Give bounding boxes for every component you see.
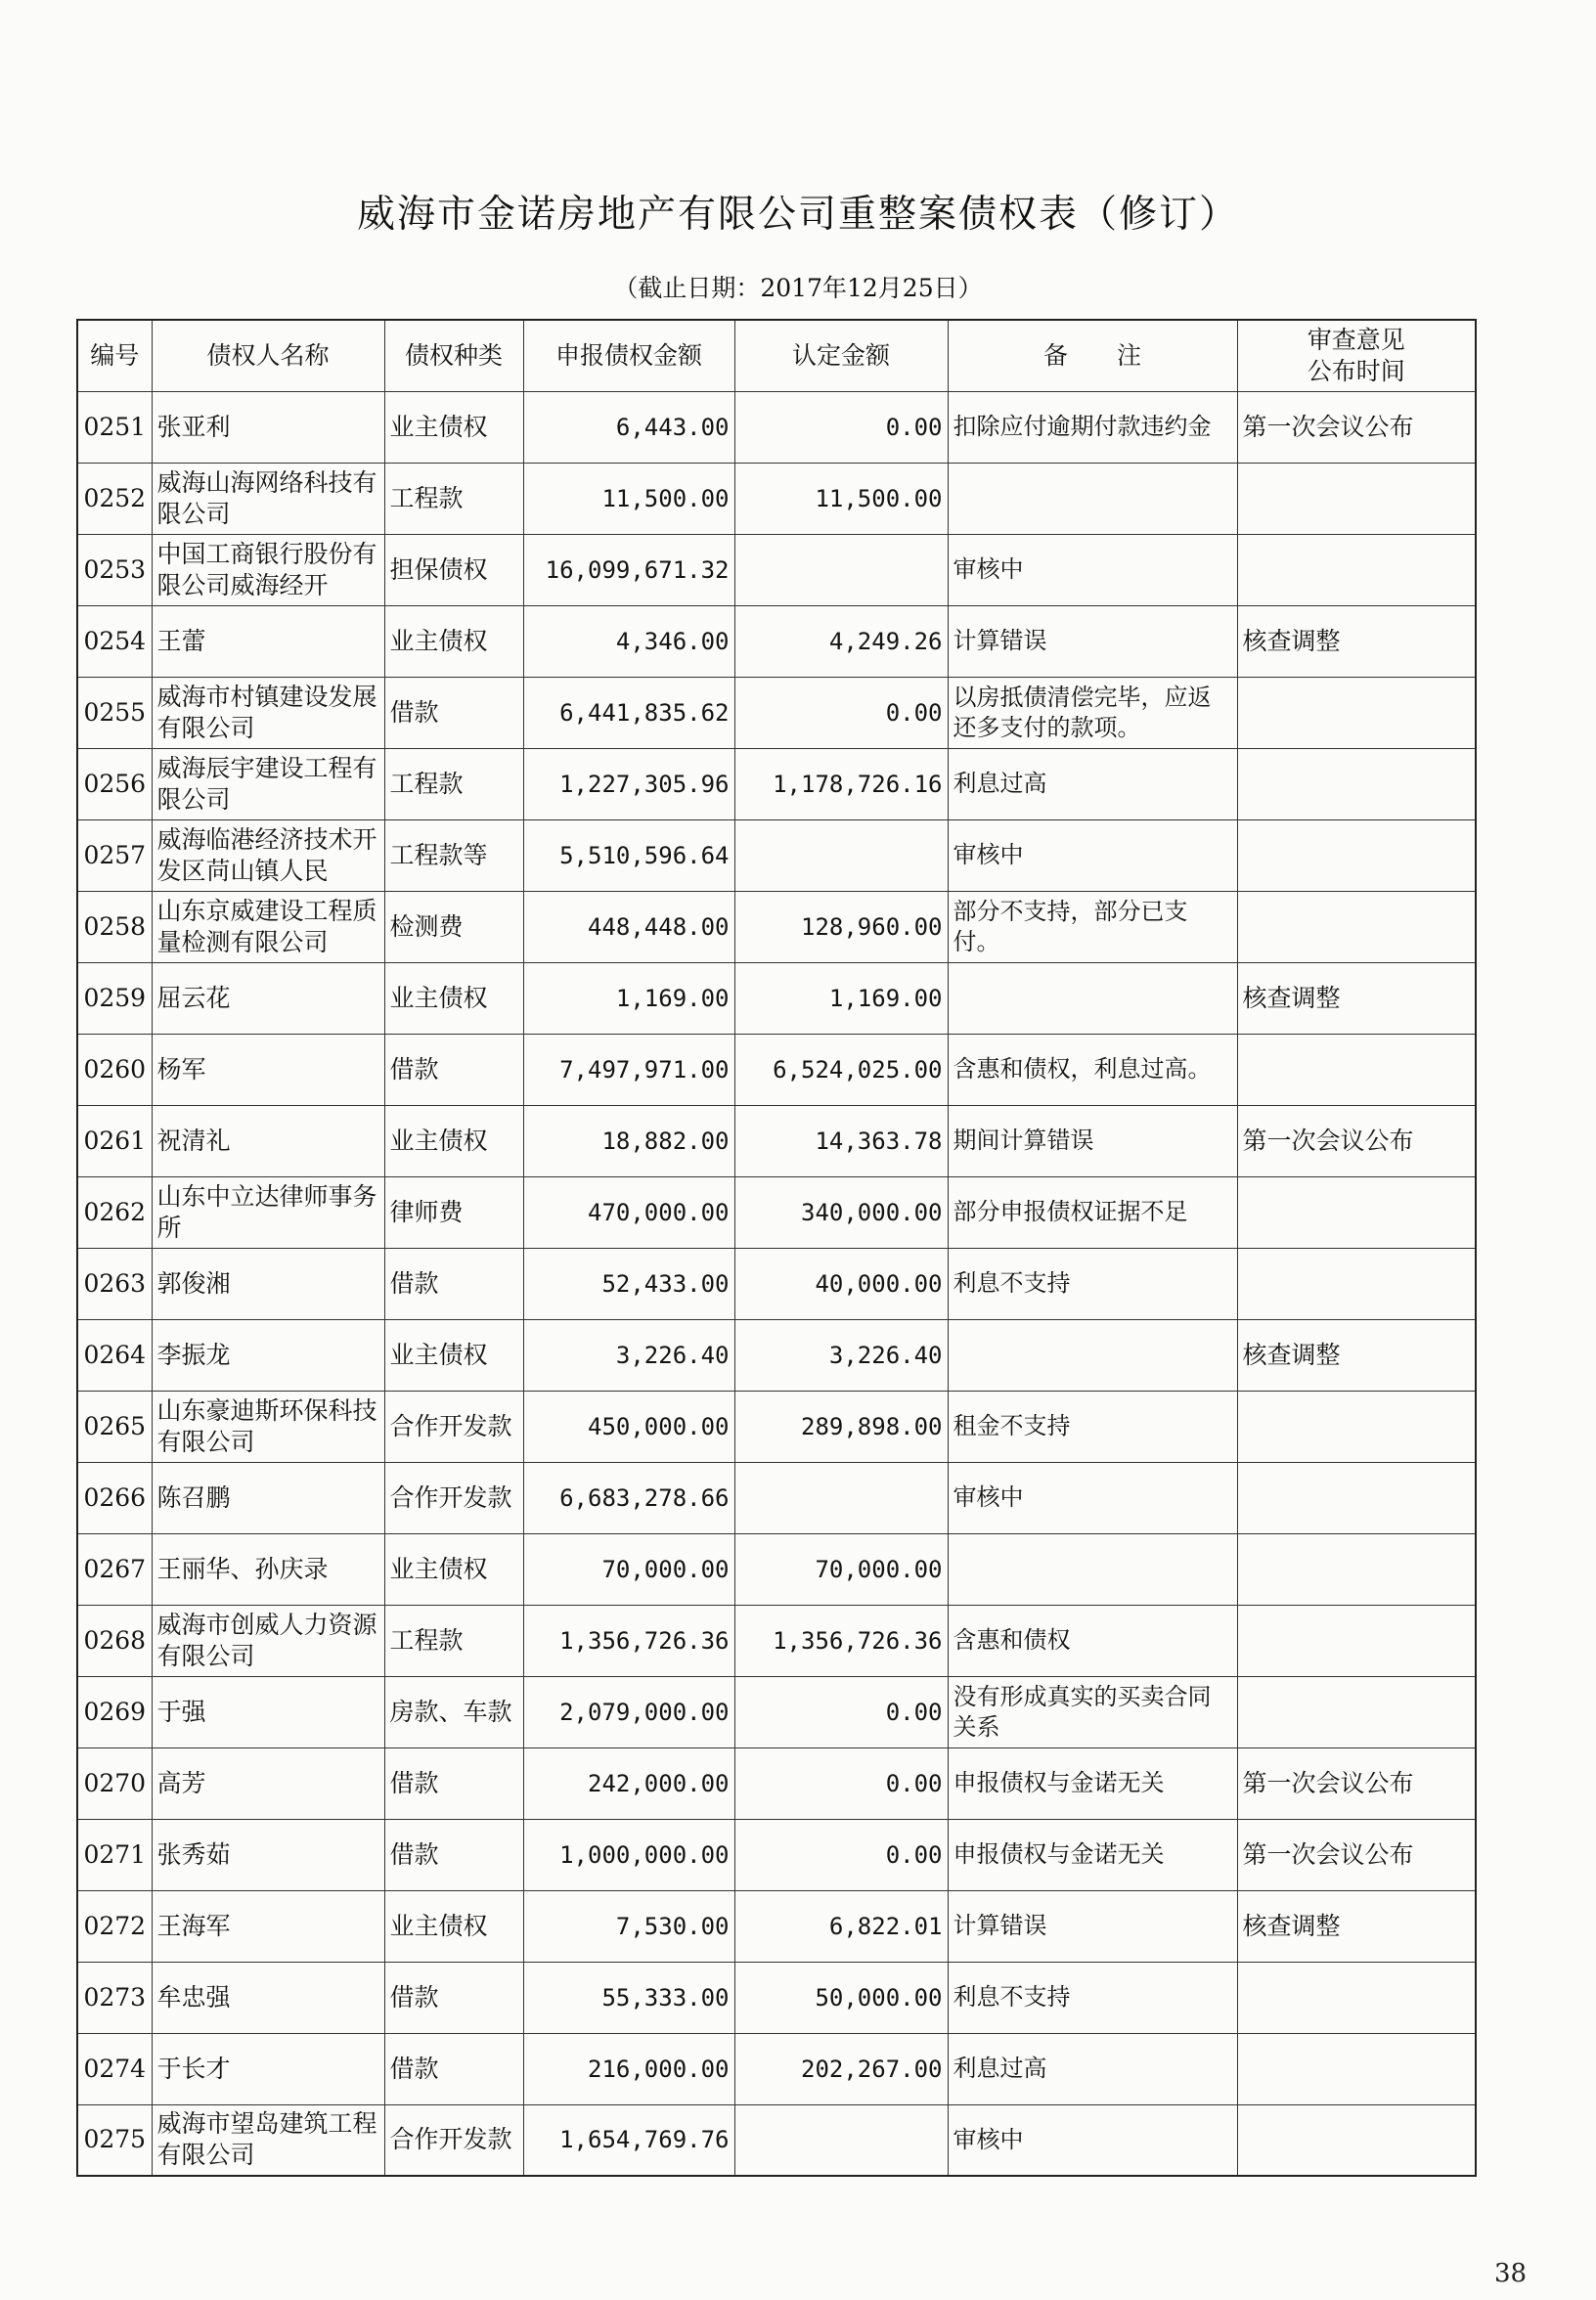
cell-id: 0253 <box>77 534 152 605</box>
table-row <box>77 463 1476 534</box>
cell-claim-type: 房款、车款 <box>384 1676 523 1747</box>
cell-creditor-name: 中国工商银行股份有限公司威海经开 <box>152 534 384 605</box>
cell-id: 0274 <box>77 2033 152 2104</box>
cell-approved-amount <box>734 2104 948 2176</box>
table-row <box>77 962 1476 1034</box>
cell-review-opinion <box>1237 2033 1476 2104</box>
column-header-approved: 认定金额 <box>734 320 948 391</box>
cell-approved-amount: 1,169.00 <box>734 962 948 1034</box>
cell-note: 计算错误 <box>948 1890 1237 1962</box>
cell-review-opinion <box>1237 1962 1476 2033</box>
cell-approved-amount: 0.00 <box>734 1747 948 1819</box>
cell-declared-amount: 70,000.00 <box>523 1533 734 1605</box>
cell-claim-type: 业主债权 <box>384 605 523 677</box>
cell-creditor-name: 山东京威建设工程质量检测有限公司 <box>152 891 384 962</box>
cell-review-opinion <box>1237 1533 1476 1605</box>
table-row <box>77 391 1476 463</box>
cell-approved-amount: 50,000.00 <box>734 1962 948 2033</box>
cell-claim-type: 业主债权 <box>384 1533 523 1605</box>
cell-creditor-name: 牟忠强 <box>152 1962 384 2033</box>
cell-approved-amount <box>734 534 948 605</box>
table-row <box>77 1319 1476 1391</box>
table-row <box>77 1034 1476 1105</box>
cell-creditor-name: 山东中立达律师事务所 <box>152 1176 384 1248</box>
cell-creditor-name: 高芳 <box>152 1747 384 1819</box>
cell-id: 0269 <box>77 1676 152 1747</box>
cell-approved-amount: 289,898.00 <box>734 1391 948 1462</box>
table-row <box>77 1819 1476 1890</box>
table-row <box>77 1890 1476 1962</box>
cell-claim-type: 工程款 <box>384 1605 523 1676</box>
cell-note: 利息不支持 <box>948 1962 1237 2033</box>
cell-review-opinion <box>1237 1034 1476 1105</box>
cell-note: 扣除应付逾期付款违约金 <box>948 391 1237 463</box>
cell-id: 0260 <box>77 1034 152 1105</box>
cell-claim-type: 业主债权 <box>384 962 523 1034</box>
cell-claim-type: 合作开发款 <box>384 2104 523 2176</box>
cell-note: 部分申报债权证据不足 <box>948 1176 1237 1248</box>
column-header-name: 债权人名称 <box>152 320 384 391</box>
table-row <box>77 1391 1476 1462</box>
cell-review-opinion <box>1237 2104 1476 2176</box>
table-row <box>77 1248 1476 1319</box>
cell-review-opinion <box>1237 1462 1476 1533</box>
cell-note: 审核中 <box>948 2104 1237 2176</box>
cell-id: 0261 <box>77 1105 152 1176</box>
cell-declared-amount: 6,443.00 <box>523 391 734 463</box>
cell-note <box>948 463 1237 534</box>
cell-review-opinion <box>1237 1605 1476 1676</box>
cell-approved-amount: 14,363.78 <box>734 1105 948 1176</box>
cell-claim-type: 工程款 <box>384 748 523 819</box>
cell-claim-type: 业主债权 <box>384 391 523 463</box>
cell-approved-amount: 70,000.00 <box>734 1533 948 1605</box>
cell-review-opinion: 核查调整 <box>1237 962 1476 1034</box>
cell-declared-amount: 7,530.00 <box>523 1890 734 1962</box>
cell-note: 申报债权与金诺无关 <box>948 1747 1237 1819</box>
cell-id: 0273 <box>77 1962 152 2033</box>
cell-note: 部分不支持，部分已支付。 <box>948 891 1237 962</box>
table-row <box>77 748 1476 819</box>
cell-note: 审核中 <box>948 1462 1237 1533</box>
cell-id: 0257 <box>77 819 152 891</box>
cell-declared-amount: 1,654,769.76 <box>523 2104 734 2176</box>
cell-review-opinion: 第一次会议公布 <box>1237 391 1476 463</box>
cell-id: 0266 <box>77 1462 152 1533</box>
cell-id: 0252 <box>77 463 152 534</box>
cell-id: 0270 <box>77 1747 152 1819</box>
cell-review-opinion: 第一次会议公布 <box>1237 1747 1476 1819</box>
cell-note <box>948 962 1237 1034</box>
table-row <box>77 891 1476 962</box>
cell-declared-amount: 450,000.00 <box>523 1391 734 1462</box>
cell-id: 0272 <box>77 1890 152 1962</box>
table-row <box>77 1747 1476 1819</box>
cell-note: 利息过高 <box>948 2033 1237 2104</box>
cell-id: 0258 <box>77 891 152 962</box>
column-header-declared: 申报债权金额 <box>523 320 734 391</box>
cell-approved-amount: 1,356,726.36 <box>734 1605 948 1676</box>
cell-note <box>948 1533 1237 1605</box>
cell-claim-type: 业主债权 <box>384 1105 523 1176</box>
cell-id: 0267 <box>77 1533 152 1605</box>
cell-creditor-name: 屈云花 <box>152 962 384 1034</box>
cell-claim-type: 合作开发款 <box>384 1391 523 1462</box>
cell-approved-amount: 202,267.00 <box>734 2033 948 2104</box>
cell-declared-amount: 1,000,000.00 <box>523 1819 734 1890</box>
cell-note: 审核中 <box>948 534 1237 605</box>
cell-approved-amount <box>734 819 948 891</box>
cell-id: 0265 <box>77 1391 152 1462</box>
cell-note: 没有形成真实的买卖合同关系 <box>948 1676 1237 1747</box>
cell-approved-amount: 11,500.00 <box>734 463 948 534</box>
cell-id: 0254 <box>77 605 152 677</box>
cell-claim-type: 担保债权 <box>384 534 523 605</box>
cell-creditor-name: 于强 <box>152 1676 384 1747</box>
cell-declared-amount: 1,356,726.36 <box>523 1605 734 1676</box>
cell-review-opinion <box>1237 677 1476 748</box>
cell-review-opinion <box>1237 1676 1476 1747</box>
cell-declared-amount: 6,441,835.62 <box>523 677 734 748</box>
cell-review-opinion <box>1237 534 1476 605</box>
cell-id: 0268 <box>77 1605 152 1676</box>
cell-review-opinion: 第一次会议公布 <box>1237 1105 1476 1176</box>
cell-review-opinion: 核查调整 <box>1237 1319 1476 1391</box>
cell-review-opinion: 第一次会议公布 <box>1237 1819 1476 1890</box>
cell-claim-type: 业主债权 <box>384 1319 523 1391</box>
cell-creditor-name: 威海临港经济技术开发区苘山镇人民 <box>152 819 384 891</box>
cell-creditor-name: 王海军 <box>152 1890 384 1962</box>
table-row <box>77 1105 1476 1176</box>
table-row <box>77 534 1476 605</box>
cell-claim-type: 合作开发款 <box>384 1462 523 1533</box>
table-row <box>77 1176 1476 1248</box>
cell-declared-amount: 2,079,000.00 <box>523 1676 734 1747</box>
cell-id: 0271 <box>77 1819 152 1890</box>
table-row <box>77 2104 1476 2176</box>
cell-claim-type: 工程款 <box>384 463 523 534</box>
cell-declared-amount: 1,169.00 <box>523 962 734 1034</box>
cell-claim-type: 借款 <box>384 1962 523 2033</box>
cell-review-opinion: 核查调整 <box>1237 605 1476 677</box>
document-subtitle: （截止日期：2017年12月25日） <box>613 274 983 302</box>
cell-declared-amount: 16,099,671.32 <box>523 534 734 605</box>
cell-creditor-name: 王丽华、孙庆录 <box>152 1533 384 1605</box>
cell-id: 0251 <box>77 391 152 463</box>
table-row <box>77 605 1476 677</box>
cell-claim-type: 借款 <box>384 1819 523 1890</box>
cell-claim-type: 检测费 <box>384 891 523 962</box>
cell-creditor-name: 张亚利 <box>152 391 384 463</box>
claims-table <box>76 319 1477 2177</box>
cell-review-opinion <box>1237 819 1476 891</box>
column-header-note: 备 注 <box>948 320 1237 391</box>
cell-note: 租金不支持 <box>948 1391 1237 1462</box>
cell-review-opinion <box>1237 748 1476 819</box>
cell-approved-amount: 4,249.26 <box>734 605 948 677</box>
cell-creditor-name: 于长才 <box>152 2033 384 2104</box>
table-row <box>77 1962 1476 2033</box>
cell-creditor-name: 威海山海网络科技有限公司 <box>152 463 384 534</box>
cell-approved-amount: 40,000.00 <box>734 1248 948 1319</box>
cell-note: 计算错误 <box>948 605 1237 677</box>
cell-id: 0275 <box>77 2104 152 2176</box>
cell-declared-amount: 11,500.00 <box>523 463 734 534</box>
cell-id: 0264 <box>77 1319 152 1391</box>
table-row <box>77 1533 1476 1605</box>
cell-approved-amount <box>734 1462 948 1533</box>
cell-review-opinion <box>1237 1248 1476 1319</box>
cell-approved-amount: 3,226.40 <box>734 1319 948 1391</box>
cell-declared-amount: 3,226.40 <box>523 1319 734 1391</box>
cell-claim-type: 借款 <box>384 2033 523 2104</box>
cell-note: 利息过高 <box>948 748 1237 819</box>
cell-claim-type: 借款 <box>384 1034 523 1105</box>
cell-declared-amount: 4,346.00 <box>523 605 734 677</box>
cell-review-opinion <box>1237 1176 1476 1248</box>
cell-claim-type: 借款 <box>384 1747 523 1819</box>
cell-creditor-name: 威海辰宇建设工程有限公司 <box>152 748 384 819</box>
cell-creditor-name: 杨军 <box>152 1034 384 1105</box>
cell-declared-amount: 55,333.00 <box>523 1962 734 2033</box>
cell-claim-type: 借款 <box>384 1248 523 1319</box>
table-row <box>77 1676 1476 1747</box>
cell-approved-amount: 0.00 <box>734 1819 948 1890</box>
cell-claim-type: 借款 <box>384 677 523 748</box>
cell-review-opinion <box>1237 891 1476 962</box>
cell-note: 利息不支持 <box>948 1248 1237 1319</box>
cell-creditor-name: 威海市创威人力资源有限公司 <box>152 1605 384 1676</box>
table-row <box>77 677 1476 748</box>
cell-approved-amount: 128,960.00 <box>734 891 948 962</box>
column-header-review: 审查意见 公布时间 <box>1237 320 1476 391</box>
column-header-id: 编号 <box>77 320 152 391</box>
column-header-type: 债权种类 <box>384 320 523 391</box>
cell-creditor-name: 李振龙 <box>152 1319 384 1391</box>
table-row <box>77 1462 1476 1533</box>
cell-claim-type: 业主债权 <box>384 1890 523 1962</box>
cell-note: 审核中 <box>948 819 1237 891</box>
cell-note: 期间计算错误 <box>948 1105 1237 1176</box>
cell-creditor-name: 陈召鹏 <box>152 1462 384 1533</box>
cell-id: 0259 <box>77 962 152 1034</box>
cell-id: 0256 <box>77 748 152 819</box>
cell-claim-type: 工程款等 <box>384 819 523 891</box>
cell-declared-amount: 52,433.00 <box>523 1248 734 1319</box>
header-row <box>77 320 1476 391</box>
table-row <box>77 1605 1476 1676</box>
cell-creditor-name: 山东豪迪斯环保科技有限公司 <box>152 1391 384 1462</box>
cell-creditor-name: 王蕾 <box>152 605 384 677</box>
document-title: 威海市金诺房地产有限公司重整案债权表（修订） <box>356 193 1239 237</box>
page-number: 38 <box>1494 2259 1528 2288</box>
cell-declared-amount: 6,683,278.66 <box>523 1462 734 1533</box>
cell-note: 申报债权与金诺无关 <box>948 1819 1237 1890</box>
cell-creditor-name: 祝清礼 <box>152 1105 384 1176</box>
cell-id: 0263 <box>77 1248 152 1319</box>
cell-declared-amount: 5,510,596.64 <box>523 819 734 891</box>
cell-approved-amount: 0.00 <box>734 391 948 463</box>
cell-creditor-name: 郭俊湘 <box>152 1248 384 1319</box>
cell-declared-amount: 448,448.00 <box>523 891 734 962</box>
cell-approved-amount: 340,000.00 <box>734 1176 948 1248</box>
cell-review-opinion <box>1237 1391 1476 1462</box>
cell-id: 0262 <box>77 1176 152 1248</box>
cell-declared-amount: 242,000.00 <box>523 1747 734 1819</box>
cell-approved-amount: 1,178,726.16 <box>734 748 948 819</box>
cell-approved-amount: 6,524,025.00 <box>734 1034 948 1105</box>
cell-note <box>948 1319 1237 1391</box>
cell-id: 0255 <box>77 677 152 748</box>
cell-declared-amount: 18,882.00 <box>523 1105 734 1176</box>
cell-creditor-name: 威海市村镇建设发展有限公司 <box>152 677 384 748</box>
cell-review-opinion <box>1237 463 1476 534</box>
cell-note: 含惠和债权 <box>948 1605 1237 1676</box>
cell-declared-amount: 216,000.00 <box>523 2033 734 2104</box>
cell-review-opinion: 核查调整 <box>1237 1890 1476 1962</box>
cell-creditor-name: 张秀茹 <box>152 1819 384 1890</box>
table-row <box>77 819 1476 891</box>
cell-declared-amount: 7,497,971.00 <box>523 1034 734 1105</box>
cell-creditor-name: 威海市望岛建筑工程有限公司 <box>152 2104 384 2176</box>
cell-approved-amount: 6,822.01 <box>734 1890 948 1962</box>
cell-declared-amount: 470,000.00 <box>523 1176 734 1248</box>
cell-approved-amount: 0.00 <box>734 677 948 748</box>
table-row <box>77 2033 1476 2104</box>
cell-declared-amount: 1,227,305.96 <box>523 748 734 819</box>
cell-note: 以房抵债清偿完毕，应返还多支付的款项。 <box>948 677 1237 748</box>
cell-note: 含惠和债权，利息过高。 <box>948 1034 1237 1105</box>
cell-approved-amount: 0.00 <box>734 1676 948 1747</box>
cell-claim-type: 律师费 <box>384 1176 523 1248</box>
